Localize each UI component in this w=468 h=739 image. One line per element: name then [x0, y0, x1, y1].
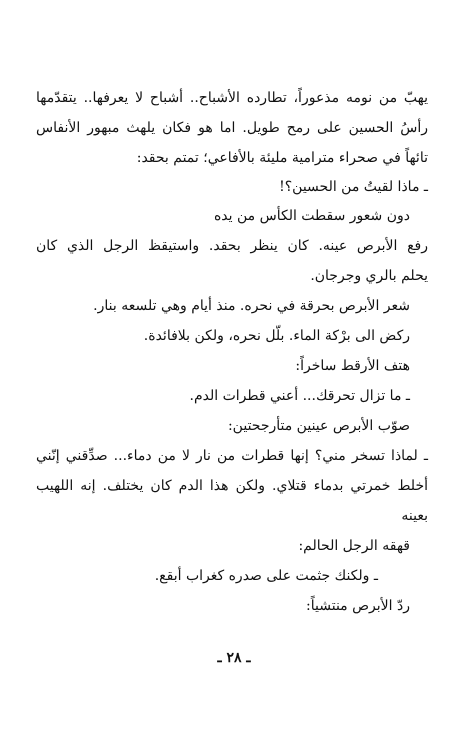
body-line-14: أخلط خمرتي بدماء قتلاي. ولكن هذا الدم كان يختلف. إنه اللهيب: [36, 478, 428, 494]
body-line-17: ـ ولكنك جثمت على صدره كغراب أبقع.: [154, 568, 378, 584]
body-line-8: شعر الأبرص بحرقة في نحره. منذ أيام وهي تلسعه بنار.: [93, 298, 410, 314]
page-number: ـ ٢٨ ـ: [217, 650, 251, 666]
body-line-3: تائهاً في صحراء مترامية مليئة بالأفاعي؛ تمتم بحقد:: [136, 150, 428, 166]
body-line-10: هتف الأرقط ساخراً:: [295, 358, 410, 374]
body-line-12: صوّب الأبرص عينين متأرجحتين:: [227, 418, 410, 434]
body-line-13: ـ لماذا تسخر مني؟ إنها قطرات من نار لا من دماء... صدِّقني إنّني: [36, 448, 428, 464]
body-line-15: بعينه: [401, 508, 428, 524]
body-line-18: ردّ الأبرص منتشياً:: [306, 598, 410, 614]
body-line-5: دون شعور سقطت الكأس من يده: [213, 208, 410, 224]
body-line-6: رفع الأبرص عينه. كان ينظر بحقد. واستيقظ الرجل الذي كان: [36, 238, 428, 254]
body-line-7: يحلم بالري وجرجان.: [310, 268, 428, 284]
body-line-16: قهقه الرجل الحالم:: [298, 538, 410, 554]
body-line-2: رأسُ الحسين على رمح طويل. اما هو فكان يلهث مبهور الأنفاس: [36, 120, 428, 136]
body-line-4: ـ ماذا لقيتُ من الحسين؟!: [279, 179, 428, 195]
body-line-9: ركض الى برْكة الماء. بلّل نحره، ولكن بلافائدة.: [143, 328, 410, 344]
body-line-11: ـ ما تزال تحرقك... أعني قطرات الدم.: [189, 388, 410, 404]
body-line-1: يهبّ من نومه مذعوراً، تطارده الأشباح.. أشباح لا يعرفها.. يتقدّمها: [36, 90, 428, 106]
